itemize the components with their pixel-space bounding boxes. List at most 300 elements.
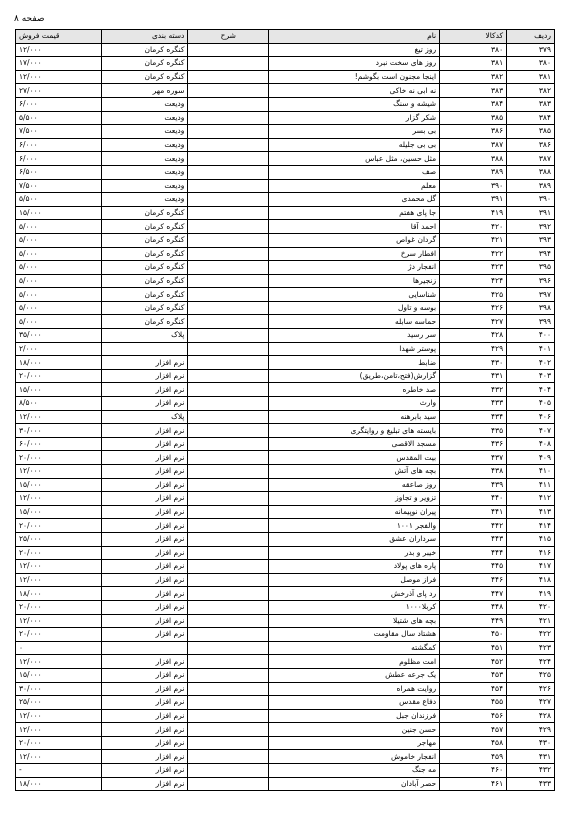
cell-code: ۳۸۸ (440, 152, 507, 166)
cell-desc (188, 723, 269, 737)
cell-price: ۵/۰۰۰ (16, 233, 102, 247)
table-row (16, 519, 555, 533)
cell-category: کنگره کرمان (102, 315, 188, 329)
cell-index: ۴۱۷ (507, 560, 555, 574)
cell-name: دفاع مقدس (269, 696, 440, 710)
table-row (16, 125, 555, 139)
cell-price: ۱۲/۰۰۰ (16, 723, 102, 737)
cell-category: نرم افزار (102, 451, 188, 465)
cell-price: ۱۵/۰۰۰ (16, 668, 102, 682)
cell-code: ۴۲۶ (440, 301, 507, 315)
cell-index: ۴۲۱ (507, 614, 555, 628)
cell-code: ۴۳۳ (440, 397, 507, 411)
cell-category: نرم افزار (102, 397, 188, 411)
cell-price: ۵/۰۰۰ (16, 288, 102, 302)
cell-desc (188, 301, 269, 315)
cell-price: ۱۲/۰۰۰ (16, 492, 102, 506)
cell-price: ۷/۵۰۰ (16, 125, 102, 139)
cell-index: ۳۸۹ (507, 179, 555, 193)
cell-category: نرم افزار (102, 532, 188, 546)
table-row (16, 696, 555, 710)
cell-category: نرم افزار (102, 478, 188, 492)
cell-price: ۲۵/۰۰۰ (16, 532, 102, 546)
cell-category: ودیعت (102, 97, 188, 111)
cell-category: نرم افزار (102, 723, 188, 737)
cell-price: ۶/۵۰۰ (16, 165, 102, 179)
cell-code: ۴۴۵ (440, 560, 507, 574)
table-row (16, 138, 555, 152)
cell-price: ۲۷/۰۰۰ (16, 84, 102, 98)
cell-category: کنگره کرمان (102, 288, 188, 302)
cell-index: ۳۹۷ (507, 288, 555, 302)
cell-code: ۴۲۱ (440, 233, 507, 247)
cell-desc (188, 84, 269, 98)
cell-name: افطار سرخ (269, 247, 440, 261)
cell-name: کربلا۱۰۰۰ (269, 600, 440, 614)
table-row (16, 587, 555, 601)
cell-name: والفجر ۱۰۰۱ (269, 519, 440, 533)
cell-name: شناسایی (269, 288, 440, 302)
cell-category: کنگره کرمان (102, 43, 188, 57)
cell-price: ۵/۰۰۰ (16, 301, 102, 315)
cell-price: ۱۸/۰۰۰ (16, 587, 102, 601)
cell-desc (188, 492, 269, 506)
cell-code: ۴۲۵ (440, 288, 507, 302)
cell-name: پیران نوپیمانه (269, 505, 440, 519)
table-row (16, 220, 555, 234)
cell-code: ۳۸۲ (440, 70, 507, 84)
cell-price: ۶/۰۰۰ (16, 138, 102, 152)
cell-category: نرم افزار (102, 628, 188, 642)
cell-desc (188, 397, 269, 411)
table-row (16, 764, 555, 778)
cell-category (102, 641, 188, 655)
cell-price: ۷/۵۰۰ (16, 179, 102, 193)
cell-name: مسجد الاقصی (269, 437, 440, 451)
cell-category: نرم افزار (102, 560, 188, 574)
cell-code: ۴۳۴ (440, 410, 507, 424)
cell-desc (188, 193, 269, 207)
cell-desc (188, 111, 269, 125)
cell-index: ۴۰۷ (507, 424, 555, 438)
cell-index: ۴۲۹ (507, 723, 555, 737)
cell-category: سوره مهر (102, 84, 188, 98)
table-row (16, 600, 555, 614)
cell-name: اینجا مجنون است بگوشم! (269, 70, 440, 84)
cell-desc (188, 70, 269, 84)
cell-index: ۴۰۳ (507, 369, 555, 383)
table-row (16, 465, 555, 479)
table-row (16, 329, 555, 343)
cell-category: نرم افزار (102, 505, 188, 519)
header-category: دسته بندی (102, 30, 188, 44)
table-row (16, 356, 555, 370)
cell-code: ۴۵۶ (440, 709, 507, 723)
cell-index: ۳۹۳ (507, 233, 555, 247)
cell-code: ۴۳۶ (440, 437, 507, 451)
cell-price: ۵/۰۰۰ (16, 220, 102, 234)
table-row (16, 641, 555, 655)
cell-category: ودیعت (102, 179, 188, 193)
cell-price: ۲۰/۰۰۰ (16, 736, 102, 750)
cell-index: ۴۱۴ (507, 519, 555, 533)
cell-name: گردان غواص (269, 233, 440, 247)
table-row (16, 383, 555, 397)
cell-price: ۲۰/۰۰۰ (16, 519, 102, 533)
table-row (16, 369, 555, 383)
cell-index: ۳۸۴ (507, 111, 555, 125)
cell-desc (188, 519, 269, 533)
table-row (16, 451, 555, 465)
cell-desc (188, 315, 269, 329)
cell-name: صف (269, 165, 440, 179)
cell-code: ۴۳۹ (440, 478, 507, 492)
cell-desc (188, 247, 269, 261)
cell-name: تزویر و تجاوز (269, 492, 440, 506)
cell-category: کنگره کرمان (102, 301, 188, 315)
cell-index: ۳۹۴ (507, 247, 555, 261)
cell-category (102, 342, 188, 356)
cell-category: ودیعت (102, 193, 188, 207)
cell-index: ۴۲۵ (507, 668, 555, 682)
cell-index: ۴۰۹ (507, 451, 555, 465)
cell-index: ۴۲۳ (507, 641, 555, 655)
cell-desc (188, 206, 269, 220)
cell-desc (188, 369, 269, 383)
cell-name: سر رسید (269, 329, 440, 343)
cell-price: ۶/۰۰۰ (16, 97, 102, 111)
table-row (16, 614, 555, 628)
cell-code: ۴۵۹ (440, 750, 507, 764)
cell-code: ۴۴۰ (440, 492, 507, 506)
table-row (16, 179, 555, 193)
header-name: نام (269, 30, 440, 44)
cell-name: پاره های پولاد (269, 560, 440, 574)
cell-price: ۱۲/۰۰۰ (16, 70, 102, 84)
cell-name: فراز موصل (269, 573, 440, 587)
cell-code: ۳۸۴ (440, 97, 507, 111)
cell-index: ۴۱۶ (507, 546, 555, 560)
cell-name: خیبر و بدر (269, 546, 440, 560)
cell-category: نرم افزار (102, 764, 188, 778)
cell-price: ۱۵/۰۰۰ (16, 206, 102, 220)
cell-index: ۳۹۵ (507, 261, 555, 275)
cell-desc (188, 138, 269, 152)
cell-index: ۴۲۶ (507, 682, 555, 696)
cell-code: ۴۲۰ (440, 220, 507, 234)
cell-name: انفجار دژ (269, 261, 440, 275)
table-row (16, 573, 555, 587)
cell-name: ضابط (269, 356, 440, 370)
cell-name: بچه های شتیلا (269, 614, 440, 628)
cell-category: پلاک (102, 329, 188, 343)
cell-category: نرم افزار (102, 682, 188, 696)
cell-name: پوستر شهدا (269, 342, 440, 356)
cell-index: ۴۳۱ (507, 750, 555, 764)
cell-category: ودیعت (102, 152, 188, 166)
cell-category: نرم افزار (102, 614, 188, 628)
cell-price: ۵/۰۰۰ (16, 261, 102, 275)
table-row (16, 505, 555, 519)
cell-index: ۳۹۸ (507, 301, 555, 315)
cell-price: ۵/۵۰۰ (16, 111, 102, 125)
cell-name: روز های سخت نبرد (269, 57, 440, 71)
cell-category: کنگره کرمان (102, 220, 188, 234)
cell-price: ۲۰/۰۰۰ (16, 600, 102, 614)
cell-code: ۴۴۹ (440, 614, 507, 628)
table-header-row (16, 30, 555, 44)
cell-code: ۴۲۲ (440, 247, 507, 261)
cell-index: ۳۸۷ (507, 152, 555, 166)
cell-index: ۴۲۸ (507, 709, 555, 723)
cell-index: ۳۸۸ (507, 165, 555, 179)
cell-desc (188, 560, 269, 574)
cell-category: نرم افزار (102, 736, 188, 750)
cell-code: ۴۲۷ (440, 315, 507, 329)
cell-desc (188, 383, 269, 397)
cell-price: ۲۰/۰۰۰ (16, 546, 102, 560)
cell-name: شکر گزار (269, 111, 440, 125)
table-row (16, 193, 555, 207)
cell-name: گزارش(فتح،تامن،طریق) (269, 369, 440, 383)
cell-code: ۴۳۸ (440, 465, 507, 479)
cell-desc (188, 587, 269, 601)
table-row (16, 628, 555, 642)
cell-name: بی بسر (269, 125, 440, 139)
cell-category: نرم افزار (102, 750, 188, 764)
cell-code: ۴۲۹ (440, 342, 507, 356)
cell-desc (188, 532, 269, 546)
cell-index: ۴۰۲ (507, 356, 555, 370)
cell-desc (188, 750, 269, 764)
cell-category: نرم افزار (102, 465, 188, 479)
cell-name: بوسه و تاول (269, 301, 440, 315)
cell-category: نرم افزار (102, 668, 188, 682)
table-row (16, 532, 555, 546)
table-row (16, 492, 555, 506)
cell-desc (188, 465, 269, 479)
cell-code: ۴۳۷ (440, 451, 507, 465)
cell-category: ودیعت (102, 165, 188, 179)
cell-desc (188, 709, 269, 723)
table-row (16, 288, 555, 302)
cell-price: ۲۰/۰۰۰ (16, 369, 102, 383)
cell-category: کنگره کرمان (102, 274, 188, 288)
cell-index: ۴۳۲ (507, 764, 555, 778)
cell-desc (188, 451, 269, 465)
cell-index: ۴۱۱ (507, 478, 555, 492)
cell-category: نرم افزار (102, 437, 188, 451)
cell-price: - (16, 764, 102, 778)
cell-name: یک جرعه عطش (269, 668, 440, 682)
cell-desc (188, 97, 269, 111)
cell-name: حسن جنین (269, 723, 440, 737)
cell-index: ۴۲۴ (507, 655, 555, 669)
cell-category: نرم افزار (102, 709, 188, 723)
cell-name: وارث (269, 397, 440, 411)
cell-name: رد پای آذرخش (269, 587, 440, 601)
cell-code: ۴۵۵ (440, 696, 507, 710)
table-row (16, 165, 555, 179)
cell-code: ۴۴۸ (440, 600, 507, 614)
cell-code: ۴۲۳ (440, 261, 507, 275)
cell-name: گل محمدی (269, 193, 440, 207)
cell-code: ۴۴۳ (440, 532, 507, 546)
cell-category: ودیعت (102, 111, 188, 125)
cell-desc (188, 628, 269, 642)
cell-index: ۴۰۴ (507, 383, 555, 397)
table-row (16, 247, 555, 261)
cell-name: حماسه سابله (269, 315, 440, 329)
cell-category: نرم افزار (102, 600, 188, 614)
cell-index: ۴۳۰ (507, 736, 555, 750)
cell-category: کنگره کرمان (102, 233, 188, 247)
cell-desc (188, 356, 269, 370)
cell-desc (188, 329, 269, 343)
cell-name: هشتاد سال مقاومت (269, 628, 440, 642)
cell-desc (188, 261, 269, 275)
cell-code: ۴۴۶ (440, 573, 507, 587)
cell-index: ۴۱۵ (507, 532, 555, 546)
cell-name: بایسته های تبلیغ و روایتگری (269, 424, 440, 438)
cell-desc (188, 614, 269, 628)
cell-category: کنگره کرمان (102, 247, 188, 261)
cell-price: ۶/۰۰۰ (16, 152, 102, 166)
cell-code: ۴۲۸ (440, 329, 507, 343)
cell-category: نرم افزار (102, 587, 188, 601)
cell-name: معلم (269, 179, 440, 193)
table-row (16, 777, 555, 791)
cell-code: ۳۸۵ (440, 111, 507, 125)
cell-price: ۲۵/۰۰۰ (16, 696, 102, 710)
page-number: صفحه ۸ (14, 14, 45, 24)
cell-desc (188, 437, 269, 451)
cell-index: ۴۰۵ (507, 397, 555, 411)
cell-code: ۴۵۴ (440, 682, 507, 696)
cell-category: نرم افزار (102, 424, 188, 438)
table-row (16, 723, 555, 737)
cell-code: ۴۵۲ (440, 655, 507, 669)
table-row (16, 410, 555, 424)
cell-name: حصر آبادان (269, 777, 440, 791)
cell-category: پلاک (102, 410, 188, 424)
header-code: کدکالا (440, 30, 507, 44)
table-row (16, 206, 555, 220)
table-row (16, 655, 555, 669)
cell-index: ۳۹۶ (507, 274, 555, 288)
cell-name: روز صاعقه (269, 478, 440, 492)
cell-index: ۳۹۹ (507, 315, 555, 329)
cell-price: ۲۰/۰۰۰ (16, 451, 102, 465)
cell-price: ۱۲/۰۰۰ (16, 655, 102, 669)
cell-code: ۳۹۱ (440, 193, 507, 207)
table-row (16, 546, 555, 560)
cell-index: ۳۹۰ (507, 193, 555, 207)
cell-desc (188, 478, 269, 492)
cell-code: ۴۵۳ (440, 668, 507, 682)
cell-desc (188, 342, 269, 356)
cell-name: روز تیغ (269, 43, 440, 57)
cell-desc (188, 600, 269, 614)
cell-price: ۱۲/۰۰۰ (16, 709, 102, 723)
table-row (16, 57, 555, 71)
cell-name: زنجیرها (269, 274, 440, 288)
cell-desc (188, 764, 269, 778)
cell-index: ۳۸۲ (507, 84, 555, 98)
cell-index: ۳۹۲ (507, 220, 555, 234)
table-row (16, 233, 555, 247)
table-row (16, 70, 555, 84)
cell-code: ۳۸۷ (440, 138, 507, 152)
cell-code: ۴۶۰ (440, 764, 507, 778)
cell-index: ۳۸۱ (507, 70, 555, 84)
cell-name: مه جنگ (269, 764, 440, 778)
table-row (16, 43, 555, 57)
cell-code: ۴۵۰ (440, 628, 507, 642)
cell-code: ۴۴۲ (440, 519, 507, 533)
cell-desc (188, 573, 269, 587)
cell-code: ۴۵۸ (440, 736, 507, 750)
cell-code: ۴۵۷ (440, 723, 507, 737)
cell-code: ۳۸۰ (440, 43, 507, 57)
cell-category: کنگره کرمان (102, 206, 188, 220)
cell-desc (188, 179, 269, 193)
cell-index: ۴۰۶ (507, 410, 555, 424)
cell-desc (188, 424, 269, 438)
cell-price: ۸/۵۰۰ (16, 397, 102, 411)
cell-index: ۳۷۹ (507, 43, 555, 57)
cell-price: ۱۲/۰۰۰ (16, 573, 102, 587)
cell-name: بی بی جلیله (269, 138, 440, 152)
table-body (16, 43, 555, 791)
cell-category: نرم افزار (102, 356, 188, 370)
cell-category: نرم افزار (102, 369, 188, 383)
table-row (16, 315, 555, 329)
table-row (16, 560, 555, 574)
table-row (16, 342, 555, 356)
cell-price: ۵/۰۰۰ (16, 315, 102, 329)
cell-price: ۳۰/۰۰۰ (16, 682, 102, 696)
cell-name: مهاجر (269, 736, 440, 750)
table-row (16, 750, 555, 764)
cell-name: فرزندان جبل (269, 709, 440, 723)
cell-code: ۳۸۱ (440, 57, 507, 71)
cell-desc (188, 220, 269, 234)
cell-price: ۶۰/۰۰۰ (16, 437, 102, 451)
cell-desc (188, 165, 269, 179)
cell-index: ۳۸۶ (507, 138, 555, 152)
cell-code: ۳۸۹ (440, 165, 507, 179)
cell-category: نرم افزار (102, 777, 188, 791)
table-row (16, 261, 555, 275)
cell-desc (188, 668, 269, 682)
cell-desc (188, 288, 269, 302)
header-index: ردیف (507, 30, 555, 44)
cell-index: ۴۲۰ (507, 600, 555, 614)
price-table (15, 29, 555, 791)
cell-category: نرم افزار (102, 383, 188, 397)
cell-price: ۱۲/۰۰۰ (16, 43, 102, 57)
cell-desc (188, 777, 269, 791)
cell-index: ۴۱۹ (507, 587, 555, 601)
cell-desc (188, 641, 269, 655)
cell-code: ۴۴۴ (440, 546, 507, 560)
cell-index: ۴۲۲ (507, 628, 555, 642)
cell-name: بچه های آتش (269, 465, 440, 479)
cell-index: ۴۰۰ (507, 329, 555, 343)
cell-price: ۱۷/۰۰۰ (16, 57, 102, 71)
cell-price: ۰ (16, 641, 102, 655)
